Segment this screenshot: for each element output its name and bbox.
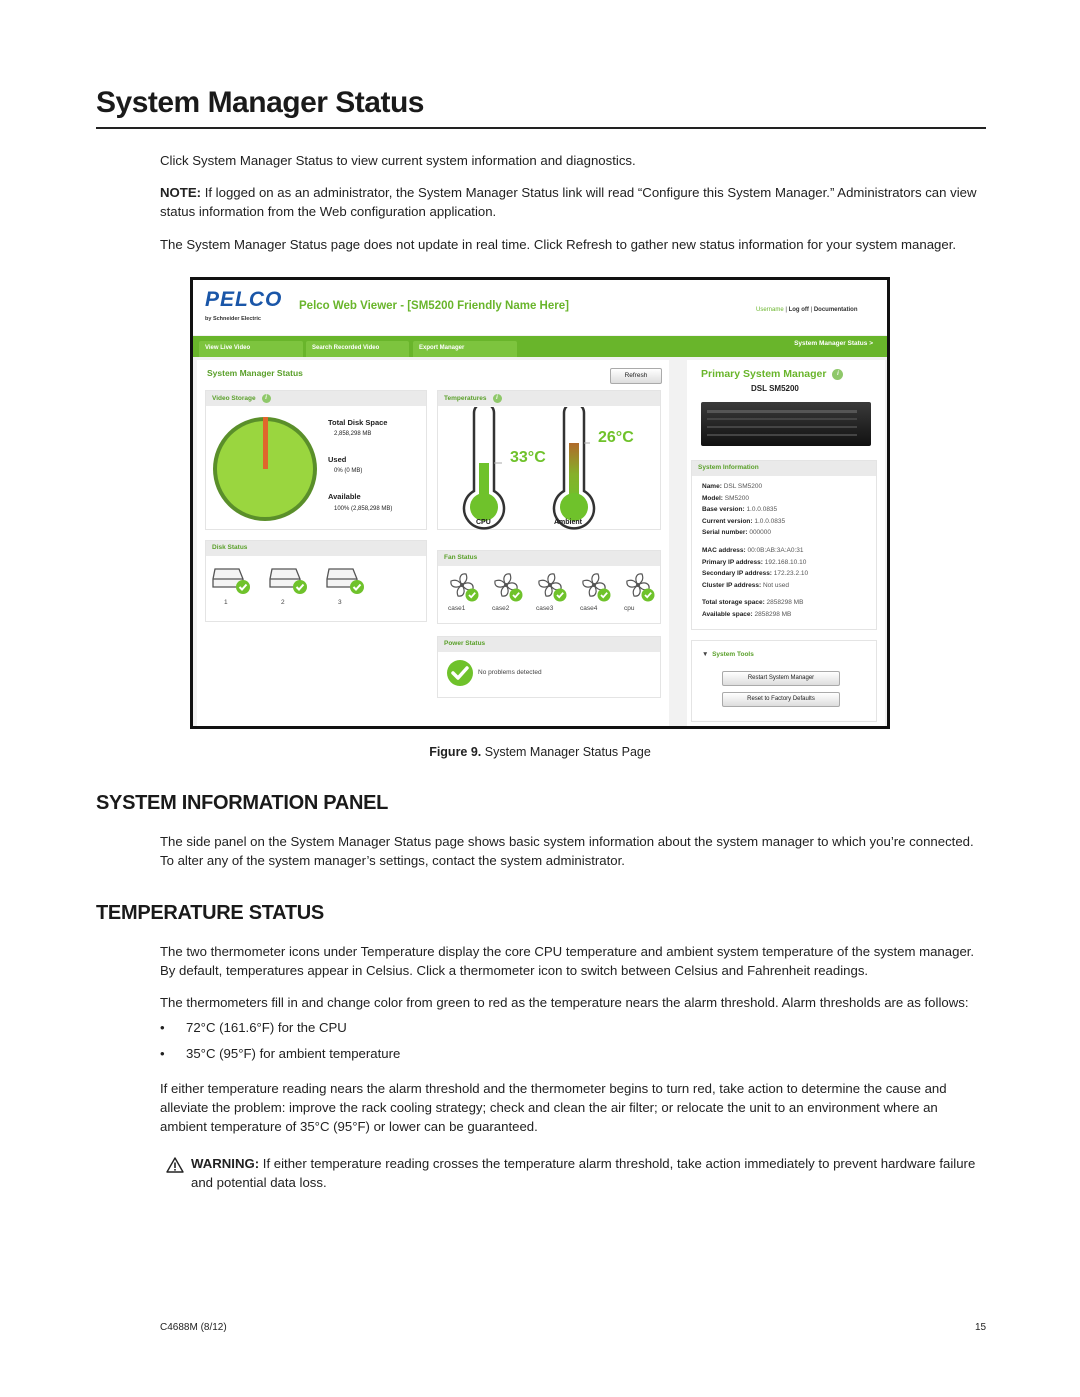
disk-label: 3 xyxy=(338,599,342,606)
title-rule xyxy=(96,127,986,129)
warning-paragraph xyxy=(191,1154,986,1192)
system-info-line: Name: DSL SM5200 xyxy=(702,483,763,490)
bullet-icon: • xyxy=(160,1020,165,1035)
temperatures-heading: Temperatures i xyxy=(438,391,660,406)
note-paragraph xyxy=(160,183,986,221)
power-status-heading: Power Status xyxy=(438,637,660,652)
disk-label: 1 xyxy=(224,599,228,606)
link-separator-icon: | xyxy=(785,307,789,313)
reset-button[interactable]: Reset to Factory Defaults xyxy=(722,692,840,707)
footer-page-number: 15 xyxy=(975,1322,987,1333)
video-storage-panel xyxy=(205,390,427,530)
hard-disk-icon xyxy=(326,563,366,595)
hard-disk-icon xyxy=(269,563,309,595)
used-value: 0% (0 MB) xyxy=(334,468,363,474)
temp-paragraph-3: If either temperature reading nears the alarm threshold and the thermometer begins to turn red, take action to determine the cause and alleviate the problem: improve the rack cooling strategy; check and clean the air filter; or relocate the unit to an environment where an ambient temperature of 35°C (95°F) or lower can be guaranteed. xyxy=(160,1081,947,1134)
app-title: Pelco Web Viewer - [SM5200 Friendly Name Here] xyxy=(299,300,569,312)
tab-export-manager[interactable]: Export Manager xyxy=(413,341,517,357)
system-info-line: Total storage space: 2858298 MB xyxy=(702,599,804,607)
system-info-line: Model: SM5200 xyxy=(702,494,749,502)
ambient-thermometer[interactable] xyxy=(554,407,594,528)
refresh-button[interactable]: Refresh xyxy=(610,368,662,384)
system-info-line: Available space: 2858298 MB xyxy=(702,611,792,618)
thermometers xyxy=(438,407,662,531)
main-title: System Manager Status xyxy=(207,368,303,378)
status-page-screenshot xyxy=(190,277,890,729)
fan-item xyxy=(580,571,620,621)
hard-disk-icon xyxy=(212,563,252,595)
video-storage-heading: Video Storage i xyxy=(206,391,426,406)
fan-label: case3 xyxy=(536,605,554,612)
warning-label: WARNING: xyxy=(191,1156,260,1171)
fan-item xyxy=(536,571,576,621)
tab-search-recorded-video[interactable]: Search Recorded Video xyxy=(306,341,409,357)
power-status-panel xyxy=(437,636,661,698)
side-title: Primary System Manager i xyxy=(701,368,843,380)
system-info-panel xyxy=(691,460,877,630)
used-label: Used xyxy=(328,455,347,464)
system-info-line: Primary IP address: 192.168.10.10 xyxy=(702,558,807,566)
bullet-ambient: • 35°C (95°F) for ambient temperature xyxy=(160,1046,401,1061)
disk-label: 2 xyxy=(281,599,285,606)
info-paragraph: The side panel on the System Manager Status page shows basic system information about the system manager to which you’re connected. To alter any of the system manager’s settings, contact the system administrator. xyxy=(160,834,974,868)
disk-usage-pie xyxy=(210,411,320,526)
info-icon[interactable]: i xyxy=(832,369,843,380)
system-info-line: Secondary IP address: 172.23.2.10 xyxy=(702,570,809,578)
disk-status-panel xyxy=(205,540,427,622)
fan-label: case4 xyxy=(580,605,598,612)
model-title: DSL SM5200 xyxy=(751,384,799,393)
main-content xyxy=(197,360,669,726)
header-links xyxy=(756,307,858,313)
tab-system-manager-status[interactable]: System Manager Status > xyxy=(794,340,873,347)
disk-item xyxy=(269,563,309,613)
disk-item xyxy=(326,563,366,613)
caption-text: System Manager Status Page xyxy=(481,745,651,759)
caption-label: Figure 9. xyxy=(429,745,482,759)
total-value: 2,858,298 MB xyxy=(334,431,372,437)
fan-icon xyxy=(580,571,616,603)
power-ok-check-icon xyxy=(446,659,474,687)
intro-paragraph: Click System Manager Status to view current system information and diagnostics. xyxy=(160,153,636,168)
documentation-link[interactable]: Documentation xyxy=(813,307,858,313)
temp-paragraph-2: The thermometers fill in and change color from green to red as the temperature nears the alarm threshold. Alarm thresholds are as follows: xyxy=(160,995,969,1010)
warning-text: If either temperature reading crosses the temperature alarm threshold, take action immediately to prevent hardware failure and potential data loss. xyxy=(191,1156,976,1190)
note-label: NOTE: xyxy=(160,185,202,200)
disk-status-heading: Disk Status xyxy=(206,541,426,556)
fan-icon xyxy=(536,571,572,603)
power-status-message: No problems detected xyxy=(478,669,542,676)
nav-bar xyxy=(193,336,887,357)
page-title: System Manager Status xyxy=(96,86,424,119)
username-link[interactable]: Username xyxy=(756,307,784,313)
fan-icon xyxy=(492,571,528,603)
ambient-temp-value: 26°C xyxy=(598,429,634,446)
logoff-link[interactable]: Log off xyxy=(788,307,809,313)
triangle-down-icon: ▼ xyxy=(702,651,709,658)
fan-label: case1 xyxy=(448,605,466,612)
system-tools-panel xyxy=(691,640,877,722)
available-value: 100% (2,858,298 MB) xyxy=(334,506,393,512)
footer-doc-id: C4688M (8/12) xyxy=(160,1322,227,1333)
fan-item xyxy=(624,571,664,621)
cpu-thermometer[interactable] xyxy=(464,407,504,528)
cpu-label: CPU xyxy=(476,519,491,526)
total-label: Total Disk Space xyxy=(328,418,388,427)
temperatures-panel xyxy=(437,390,661,530)
temp-paragraph-1: The two thermometer icons under Temperature display the core CPU temperature and ambient system temperature of the system manager. By default, temperatures appear in Celsius. Click a thermometer icon to switch between Celsius and Fahrenheit readings. xyxy=(160,944,975,978)
server-image xyxy=(701,402,871,446)
info-icon[interactable]: i xyxy=(493,394,502,403)
system-tools-toggle[interactable]: ▼ System Tools xyxy=(702,651,754,658)
system-info-line: Serial number: 000000 xyxy=(702,529,772,537)
temp-section-heading: TEMPERATURE STATUS xyxy=(96,902,324,924)
bullet-icon: • xyxy=(160,1046,165,1061)
system-info-line: MAC address: 00:0B:AB:3A:A0:31 xyxy=(702,547,804,554)
realtime-paragraph: The System Manager Status page does not update in real time. Click Refresh to gather new status information for your system manager. xyxy=(160,237,957,252)
fan-status-panel xyxy=(437,550,661,624)
logo-subtitle: by Schneider Electric xyxy=(205,316,261,322)
available-label: Available xyxy=(328,492,361,501)
info-section-heading: SYSTEM INFORMATION PANEL xyxy=(96,792,389,814)
ambient-label: Ambient xyxy=(554,519,582,526)
system-info-line: Cluster IP address: Not used xyxy=(702,581,789,589)
bullet-cpu: • 72°C (161.6°F) for the CPU xyxy=(160,1020,347,1035)
fan-icon xyxy=(448,571,484,603)
system-info-line: Current version: 1.0.0.0835 xyxy=(702,517,786,525)
system-info-heading: System Information xyxy=(692,461,876,476)
cpu-temp-value: 33°C xyxy=(510,449,546,466)
disk-item xyxy=(212,563,252,613)
info-icon[interactable]: i xyxy=(262,394,271,403)
restart-button[interactable]: Restart System Manager xyxy=(722,671,840,686)
screenshot-header xyxy=(193,280,887,335)
fan-item xyxy=(492,571,532,621)
used-needle xyxy=(263,417,268,469)
warning-icon xyxy=(166,1157,184,1173)
system-info-line: Base version: 1.0.0.0835 xyxy=(702,506,778,514)
figure-caption xyxy=(0,745,1080,759)
fan-label: cpu xyxy=(624,605,635,612)
fan-status-heading: Fan Status xyxy=(438,551,660,566)
pelco-logo: PELCO xyxy=(205,288,283,311)
note-text: If logged on as an administrator, the System Manager Status link will read “Configure this System Manager.” Administrators can view status information from the Web configuration application. xyxy=(160,185,977,219)
link-separator-icon: | xyxy=(810,307,814,313)
fan-icon xyxy=(624,571,660,603)
side-panel xyxy=(687,360,885,726)
tab-view-live-video[interactable]: View Live Video xyxy=(199,341,303,357)
fan-label: case2 xyxy=(492,605,510,612)
fan-item xyxy=(448,571,488,621)
